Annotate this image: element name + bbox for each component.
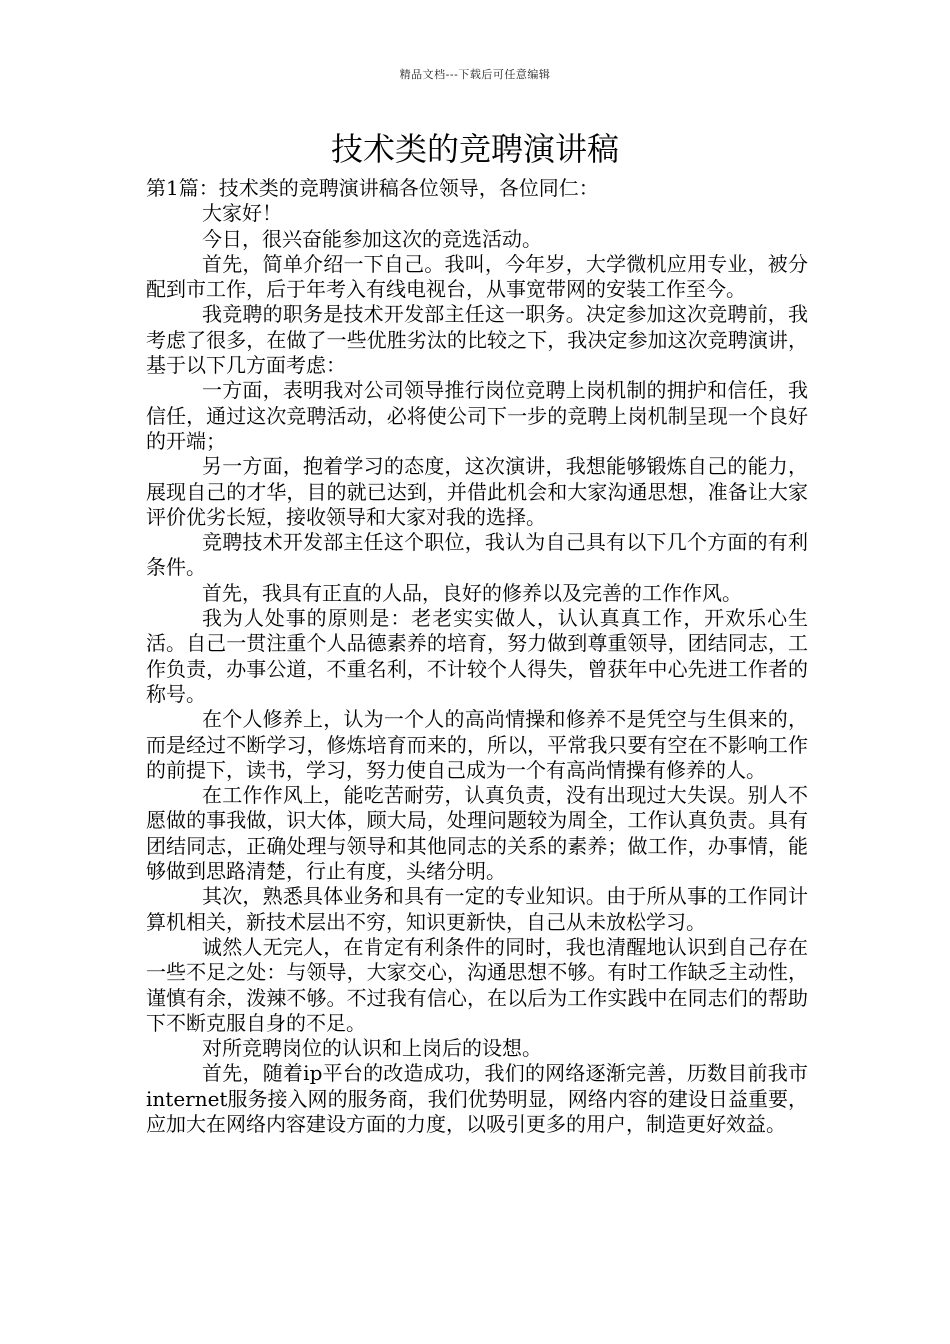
paragraph-10: 我为人处事的原则是：老老实实做人，认认真真工作，开欢乐心生活。自己一贯注重个人品德素养的培育，努力做到尊重领导，团结同志，工作负责，办事公道，不重名利，不计较个人得失，曾获年中心先进工作者的称号。 <box>146 606 808 706</box>
paragraph-14: 诚然人无完人，在肯定有利条件的同时，我也清醒地认识到自己存在一些不足之处：与领导，大家交心，沟通思想不够。有时工作缺乏主动性，谨慎有余，泼辣不够。不过我有信心，在以后为工作实践中在同志们的帮助下不断克服自身的不足。 <box>146 934 808 1035</box>
paragraph-6: 一方面，表明我对公司领导推行岗位竞聘上岗机制的拥护和信任，我信任，通过这次竞聘活动，必将使公司下一步的竞聘上岗机制呈现一个良好的开端； <box>146 378 808 453</box>
paragraph-15: 对所竞聘岗位的认识和上岗后的设想。 <box>202 1036 542 1061</box>
paragraph-3: 今日，很兴奋能参加这次的竞选活动。 <box>202 226 542 251</box>
page-header-note: 精品文档---下载后可任意编辑 <box>399 68 551 81</box>
paragraph-16: 首先，随着ip平台的改造成功，我们的网络逐渐完善，历数目前我市internet服务接入网的服务商，我们优势明显，网络内容的建设日益重要，应加大在网络内容建设方面的力度，以吸引更多的用户，制造更好效益。 <box>146 1061 808 1136</box>
paragraph-13: 其次，熟悉具体业务和具有一定的专业知识。由于所从事的工作同计算机相关，新技术层出不穷，知识更新快，自己从未放松学习。 <box>146 884 808 934</box>
paragraph-4: 首先，简单介绍一下自己。我叫，今年岁，大学微机应用专业，被分配到市工作，后于年考入有线电视台，从事宽带网的安装工作至今。 <box>146 251 808 302</box>
paragraph-8: 竞聘技术开发部主任这个职位，我认为自己具有以下几个方面的有利条件。 <box>146 530 808 580</box>
paragraph-9: 首先，我具有正直的人品，良好的修养以及完善的工作作风。 <box>202 580 742 605</box>
paragraph-1: 第1篇：技术类的竞聘演讲稿各位领导，各位同仁： <box>146 176 599 200</box>
paragraph-11: 在个人修养上，认为一个人的高尚情操和修养不是凭空与生俱来的，而是经过不断学习，修炼培育而来的，所以，平常我只要有空在不影响工作的前提下，读书，学习，努力使自己成为一个有高尚情操有修养的人。 <box>146 707 808 782</box>
document-title: 技术类的竞聘演讲稿 <box>330 130 619 168</box>
paragraph-7: 另一方面，抱着学习的态度，这次演讲，我想能够锻炼自己的能力，展现自己的才华，目的就已达到，并借此机会和大家沟通思想，准备让大家评价优劣长短，接收领导和大家对我的选择。 <box>146 454 808 529</box>
document-body <box>146 176 808 1137</box>
paragraph-12: 在工作作风上，能吃苦耐劳，认真负责，没有出现过大失误。别人不愿做的事我做，识大体，顾大局，处理问题较为周全，工作认真负责。具有团结同志，正确处理与领导和其他同志的关系的素养；做工作，办事情，能够做到思路清楚，行止有度，头绪分明。 <box>146 783 808 884</box>
paragraph-2: 大家好！ <box>202 201 282 226</box>
paragraph-5: 我竞聘的职务是技术开发部主任这一职务。决定参加这次竞聘前，我考虑了很多，在做了一些优胜劣汰的比较之下，我决定参加这次竞聘演讲，基于以下几方面考虑： <box>146 302 808 378</box>
